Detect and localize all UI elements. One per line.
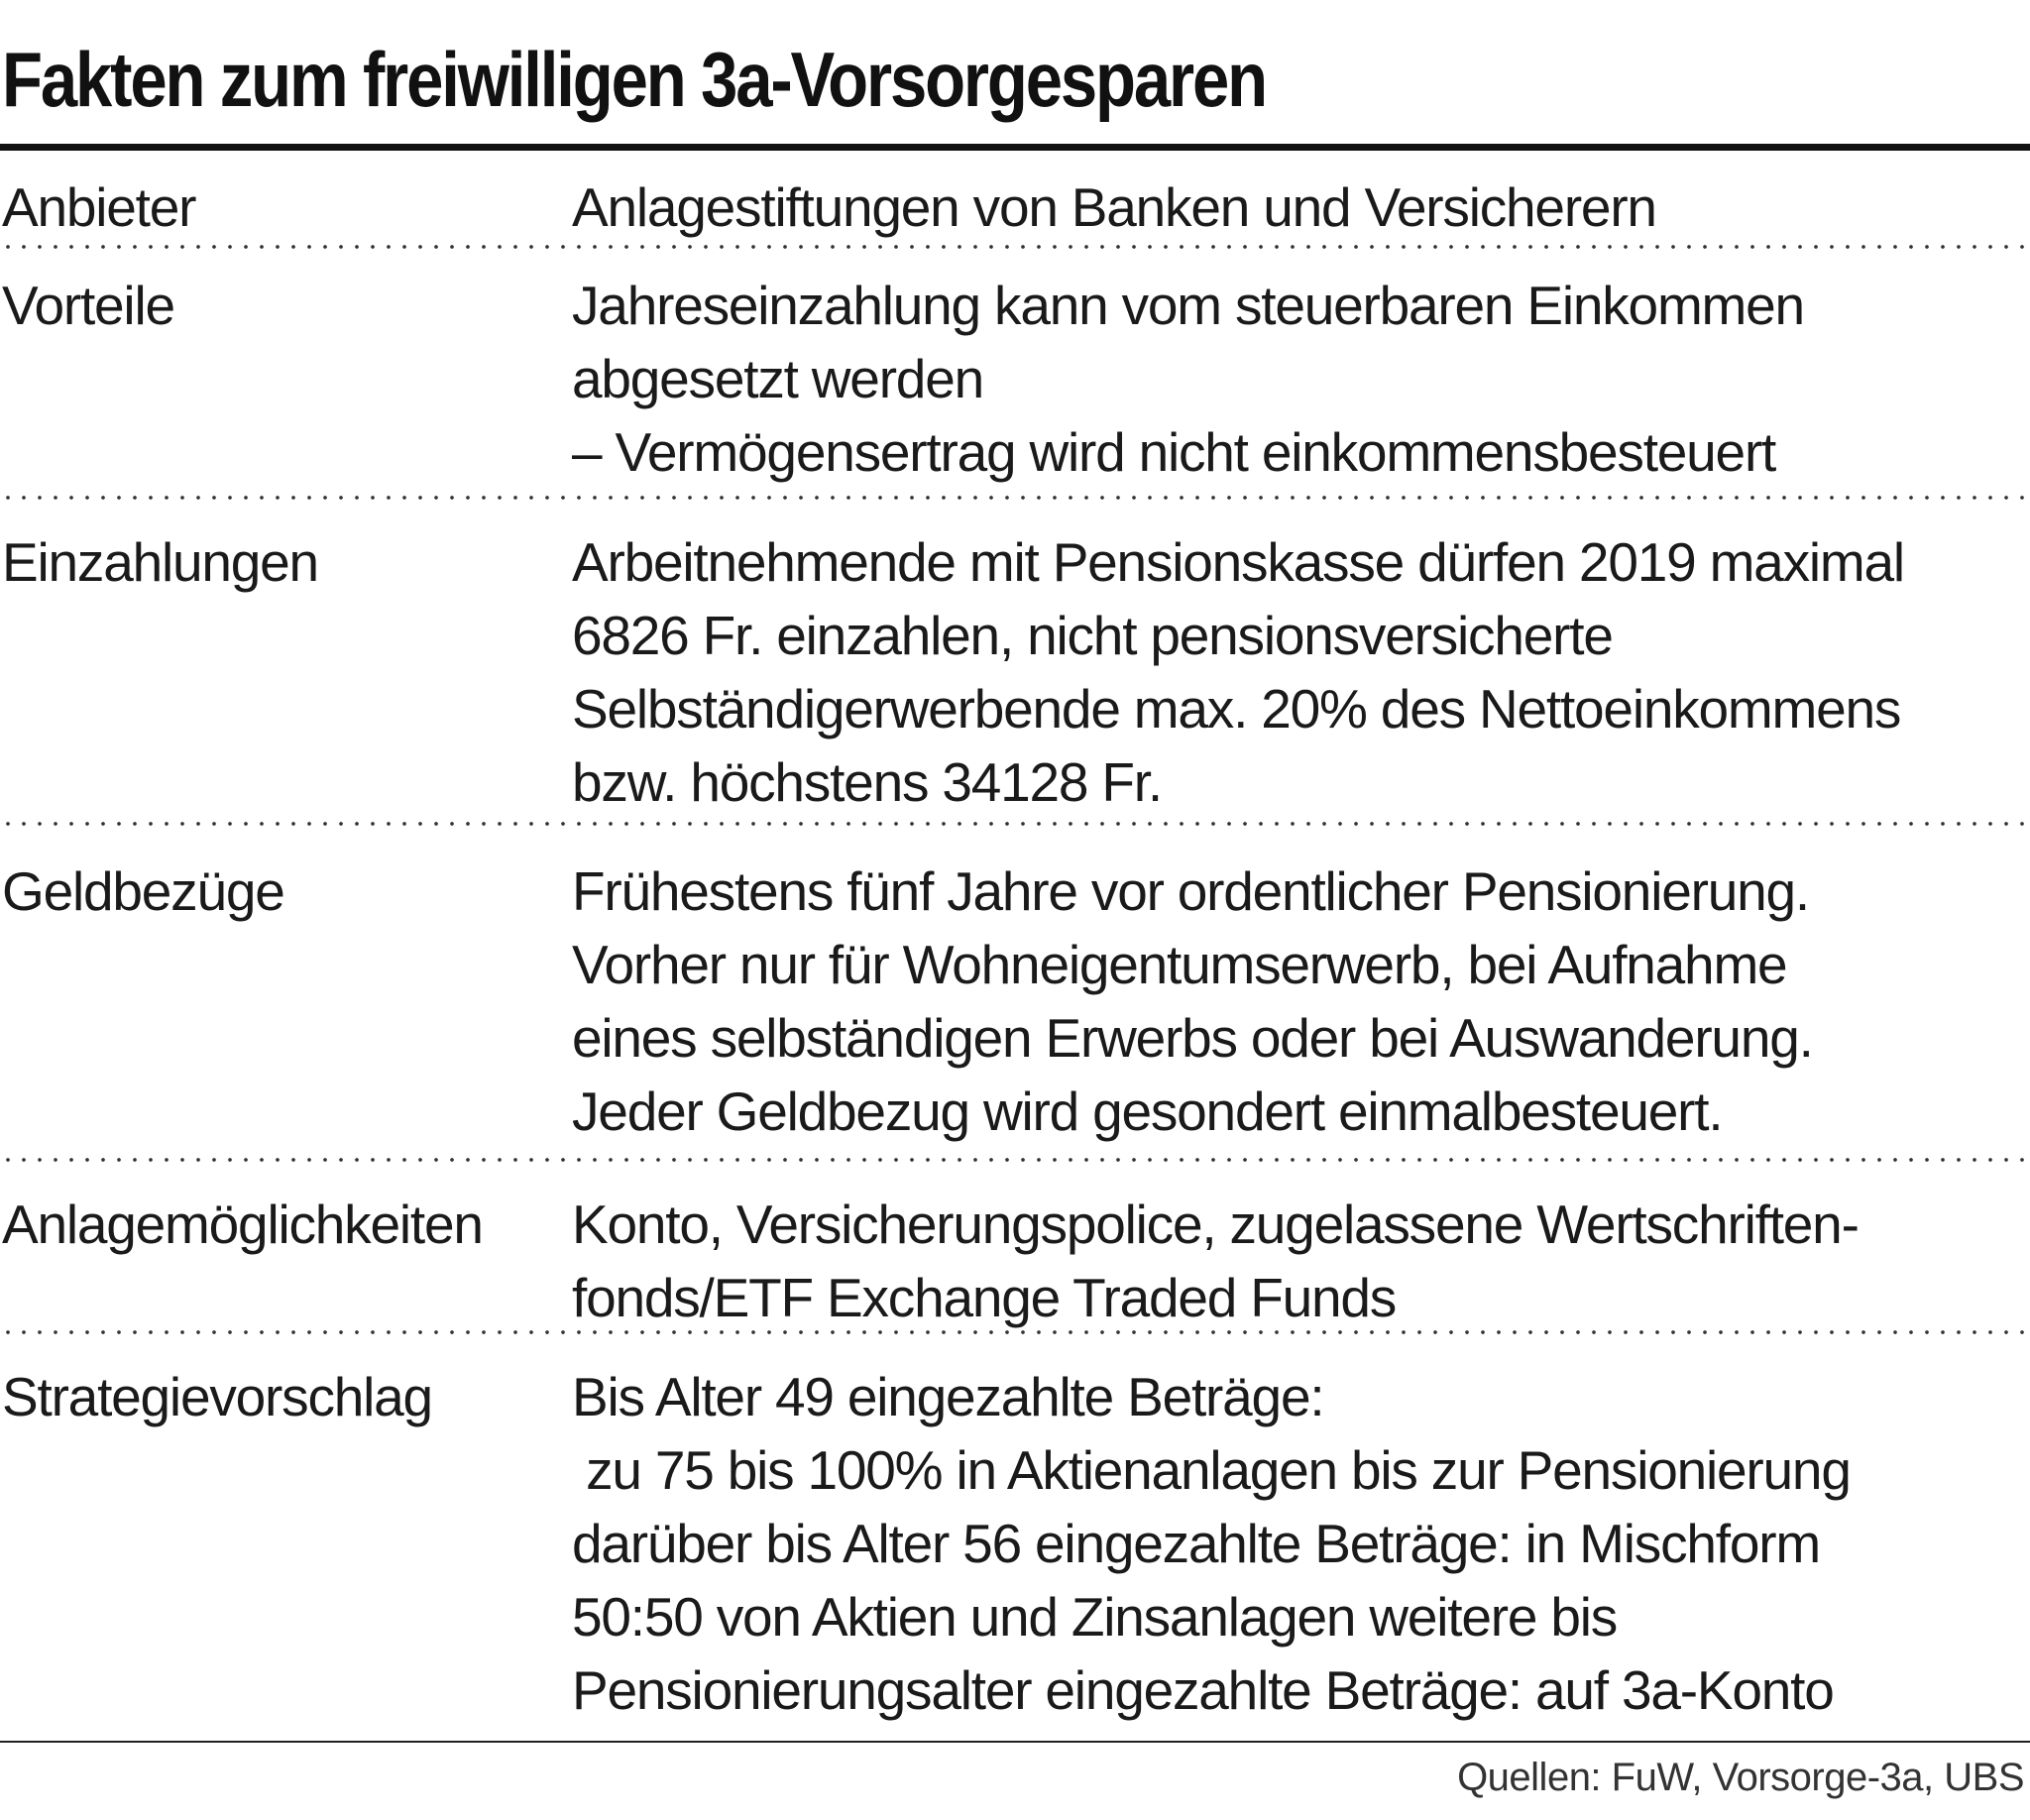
row-text-line: Bis Alter 49 eingezahlte Beträge: [572,1366,1324,1427]
row-label: Vorteile [2,275,174,336]
dotted-divider [0,822,2030,826]
row-content [572,1360,2024,1727]
row-text-line: Anlagestiftungen von Banken und Versicherern [572,176,1656,238]
row-label: Geldbezüge [2,860,284,922]
row-text-line: Vorher nur für Wohneigentumserwerb, bei Aufnahme [572,934,1787,995]
row-text-line: fonds/ETF Exchange Traded Funds [572,1267,1397,1328]
row-text-line: zu 75 bis 100% in Aktienanlagen bis zur Pensionierung [572,1439,1851,1501]
row-label: Einzahlungen [2,531,318,593]
row-text-line: Pensionierungsalter eingezahlte Beträge: auf 3a-Konto [572,1659,1834,1721]
row-content [572,269,2024,489]
page-title: Fakten zum freiwilligen 3a-Vorsorgesparen [2,36,1266,123]
row-text-line: 50:50 von Aktien und Zinsanlagen weitere bis [572,1586,1618,1648]
row-content [572,854,2024,1148]
row-text-line: darüber bis Alter 56 eingezahlte Beträge: in Mischform [572,1513,1820,1574]
dotted-divider [0,245,2030,249]
row-text-line: Arbeitnehmende mit Pensionskasse dürfen 2019 maximal [572,531,1904,593]
source-note: Quellen: FuW, Vorsorge-3a, UBS [1457,1756,2024,1799]
row-text-line: abgesetzt werden [572,348,983,409]
dotted-divider [0,1158,2030,1162]
row-text-line: Jeder Geldbezug wird gesondert einmalbesteuert. [572,1081,1723,1142]
row-text-line: Frühestens fünf Jahre vor ordentlicher Pensionierung. [572,860,1809,922]
row-text-line: Selbständigerwerbende max. 20% des Nettoeinkommens [572,678,1901,739]
row-text-line: Jahreseinzahlung kann vom steuerbaren Einkommen [572,275,1804,336]
row-text-line: bzw. höchstens 34128 Fr. [572,751,1162,813]
row-text-line: – Vermögensertrag wird nicht einkommensbesteuert [572,421,1776,483]
row-content [572,525,2024,819]
row-content [572,1188,2024,1334]
row-text-line: 6826 Fr. einzahlen, nicht pensionsversicherte [572,605,1613,666]
row-label: Strategievorschlag [2,1366,432,1427]
bottom-rule [0,1741,2030,1743]
row-content [572,171,2024,244]
row-label: Anbieter [2,176,196,238]
dotted-divider [0,496,2030,500]
dotted-divider [0,1330,2030,1334]
row-label: Anlagemöglichkeiten [2,1194,483,1255]
row-text-line: eines selbständigen Erwerbs oder bei Auswanderung. [572,1007,1813,1069]
row-text-line: Konto, Versicherungspolice, zugelassene Wertschriften- [572,1194,1859,1255]
title-rule [0,144,2030,151]
